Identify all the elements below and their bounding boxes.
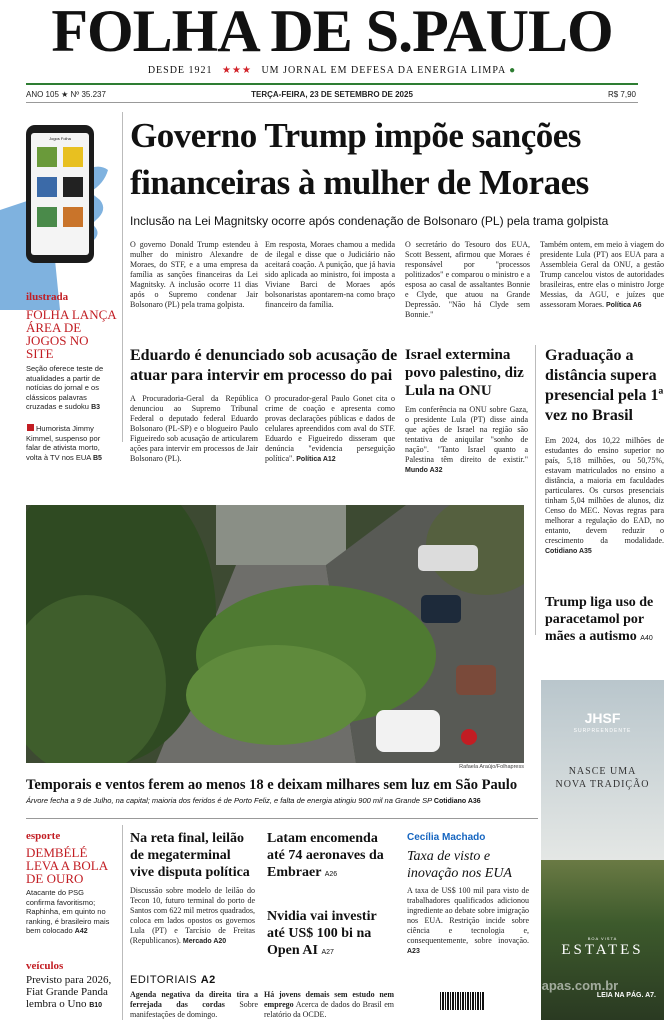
- page-ref: Cotidiano A36: [433, 798, 481, 805]
- kimmel-item[interactable]: [26, 424, 116, 463]
- eduardo-col-1: A Procuradoria-Geral da República denunciou ao Supremo Tribunal Federal o deputado federal Eduardo Bolsonaro (PL-SP) e o blogueiro Paulo Figueiredo sob acusação de articularem ações para intervir em processos de Jair Bolsonaro (PL).: [130, 394, 258, 463]
- ad-brand: JHSF: [584, 710, 621, 726]
- page-ref: Cotidiano A35: [545, 548, 592, 555]
- editorial-2-text: Acerca de dados do Brasil em relatório da OCDE.: [264, 1000, 394, 1019]
- page-ref: B3: [91, 404, 101, 411]
- esporte-text: [26, 888, 114, 937]
- leaf-drop-icon: ●: [509, 65, 517, 76]
- lead-col-1: O governo Donald Trump estendeu à mulher do ministro Alexandre de Moraes, do STF, e a uma empresa da família as sanções financeiras da Lei Magnitsky. A inclusão ocorre 11 dias após o Supremo condenar Jair Bolsonaro (PL) pela trama golpista.: [130, 240, 258, 309]
- editorial-2[interactable]: [264, 990, 394, 1020]
- column-divider: [535, 345, 536, 635]
- ad-line-1: NASCE UMA: [568, 766, 637, 777]
- cecilia-body: A taxa de US$ 100 mil para visto de trabalhadores qualificados adicionou ingrediente ao debate sobre imigração nos EUA. Restrição incide sobre ciência e tecnologia e, consequentemente, sobre inovação.: [407, 886, 529, 945]
- leilao-text: [130, 886, 255, 947]
- veiculos-body: Previsto para 2026, Fiat Grande Panda lembra o Uno: [26, 974, 112, 1010]
- esporte-body: Atacante do PSG confirma favoritismo; Raphinha, em quinto no ranking, é brasileiro mais bem colocado: [26, 888, 110, 935]
- game-tile-icon[interactable]: [63, 207, 83, 227]
- eduardo-col-2: [265, 394, 395, 465]
- veiculos-text[interactable]: [26, 974, 114, 1012]
- lead-col-2: Em resposta, Moraes chamou a medida de ilegal e disse que o Judiciário não aceitará coação. A punição, que já havia sido aplicada ao ministro, foi imposta a Viviane Barci de Moraes após bolsonaristas apontarem-na como braço financeiro da família.: [265, 240, 395, 309]
- barcode-icon: [440, 992, 484, 1010]
- editorial-2-title: Há jovens demais sem estudo nem emprego: [264, 990, 394, 1009]
- lead-headline-line2[interactable]: financeiras à mulher de Moraes: [130, 163, 589, 202]
- lead-col-4-text: Também ontem, em meio à viagem do presidente Lula (PT) aos EUA para a Assembleia Geral da ONU, a gestão Trump cancelou vistos de autoridades brasileiras, entre elas o ministro Jorge Messias, da AGU, e juízes que assessoram Moraes.: [540, 240, 664, 309]
- columnist-name[interactable]: Cecília Machado: [407, 832, 486, 843]
- israel-body: Em conferência na ONU sobre Gaza, o presidente Lula (PT) disse ainda que ações de Israel na região são tentativa de aniquilar "sonho de nação". "Tanto Israel quanto a Palestina têm direito de existir.": [405, 405, 528, 464]
- dateline-rule: [26, 102, 638, 103]
- eduardo-headline[interactable]: Eduardo é denunciado sob acusação de atuar para intervir em processo do pai: [130, 347, 398, 384]
- photo-caption-text: Árvore fecha a 9 de Julho, na capital; maioria dos feridos é de Porto Feliz, e falta de energia atingiu 900 mil na Grande SP: [26, 796, 432, 805]
- editoriais-label[interactable]: [130, 974, 216, 986]
- phone-screen[interactable]: [31, 133, 89, 255]
- stars-icon: ★★★: [222, 65, 252, 76]
- game-tile-icon[interactable]: [63, 177, 83, 197]
- storm-photo[interactable]: [26, 505, 524, 763]
- cecilia-text: [407, 886, 529, 957]
- kimmel-text: Humorista Jimmy Kimmel, suspenso por falar de ativista morto, volta à TV nos EUA: [26, 424, 101, 462]
- ilustrada-text: [26, 364, 114, 413]
- date-text: TERÇA-FEIRA, 23 DE SETEMBRO DE 2025: [251, 90, 413, 99]
- page-ref: Política A6: [605, 302, 642, 309]
- veiculos-label[interactable]: veículos: [26, 960, 64, 972]
- storm-photo-illustration: [26, 505, 524, 763]
- page-ref: A23: [407, 948, 420, 955]
- eduardo-col-2-text: O procurador-geral Paulo Gonet cita o crime de coação e apresenta como provas declarações públicas e dados de celulares apreendidos com aval do STF. Eduardo e Figueiredo disseram que denúncia "evidencia perseguição política".: [265, 394, 395, 463]
- ilustrada-headline[interactable]: FOLHA LANÇA ÁREA DE JOGOS NO SITE: [26, 307, 116, 361]
- ad-estates-pre: BOA VISTA: [587, 936, 618, 941]
- graduacao-text: [545, 436, 664, 557]
- price-text: R$ 7,90: [607, 90, 636, 99]
- ad-footer: LEIA NA PÁG. A7.: [596, 992, 656, 999]
- page-ref: Mundo A32: [405, 467, 443, 474]
- esporte-headline[interactable]: DEMBÉLÉ LEVA A BOLA DE OURO: [26, 845, 108, 886]
- lead-subhead: Inclusão na Lei Magnitsky ocorre após condenação de Bolsonaro (PL) pela trama golpista: [130, 214, 609, 228]
- edition-number: ANO 105 ★ Nº 35.237: [26, 90, 106, 99]
- masthead-rule: [26, 83, 638, 85]
- graduacao-headline[interactable]: Graduação a distância supera presencial pela 1ª vez no Brasil: [545, 347, 664, 424]
- jhsf-advertisement[interactable]: [541, 680, 664, 1020]
- graduacao-body: Em 2024, dos 10,22 milhões de estudantes do ensino superior no país, 5,18 milhões, ou 50,75%, estavam matriculados no ensino a distância, a maioria em faculdades particulares. Os cursos presenciais tinham 5,04 milhões de alunos, diz Censo do MEC. Novas regras para melhorar a regulação do EAD, no entanto, devem reduzir o crescimento da modalidade.: [545, 436, 664, 545]
- page-ref: A26: [324, 871, 338, 878]
- photo-credit: Rafaela Araújo/Folhapress: [459, 764, 524, 770]
- editorial-1-title: Agenda negativa da direita tira a ferrejada das cordas: [130, 990, 258, 1009]
- column-divider: [122, 112, 123, 442]
- leilao-body: Discussão sobre modelo de leilão do Tecon 10, futuro terminal do porto de Santos com 622 mil metros quadrados, coloca em lados opostos os governos Lula (PT) e Tarcísio de Freitas (Republicanos).: [130, 886, 255, 945]
- ad-brand-sub: SURPREENDENTE: [573, 728, 632, 734]
- paracetamol-headline-text: Trump liga uso de paracetamol por mães a autismo: [545, 595, 654, 644]
- phone-header: Jogos Folha: [49, 136, 71, 141]
- page-ref: A42: [74, 928, 88, 935]
- nvidia-headline-text: Nvidia vai investir até US$ 100 bi na Open AI: [267, 909, 377, 958]
- photo-caption: [26, 796, 536, 805]
- photo-headline[interactable]: Temporais e ventos ferem ao menos 18 e deixam milhares sem luz em São Paulo: [26, 777, 518, 793]
- editorial-1[interactable]: [130, 990, 258, 1020]
- page-ref: B10: [89, 1002, 103, 1009]
- paracetamol-headline[interactable]: [545, 594, 664, 647]
- game-tile-icon[interactable]: [37, 207, 57, 227]
- editoriais-label-text: EDITORIAIS: [130, 974, 198, 986]
- masthead-tagline: [0, 65, 664, 76]
- ilustrada-label[interactable]: ilustrada: [26, 291, 69, 303]
- since-text: DESDE 1921: [147, 65, 213, 76]
- editorial-1-text: Sobre manifestações de domingo.: [130, 1000, 258, 1019]
- lead-headline-line1[interactable]: Governo Trump impõe sanções: [130, 116, 581, 155]
- watermark: VerCapas.com.br: [512, 978, 619, 993]
- page-ref: B5: [93, 454, 102, 462]
- cecilia-headline[interactable]: Taxa de visto e inovação nos EUA: [407, 849, 512, 881]
- game-tile-icon[interactable]: [37, 147, 57, 167]
- israel-text: [405, 405, 528, 476]
- ilustrada-body: Seção oferece teste de atualidades a partir de notícias do jornal e os clássicos palavras cruzadas e sudoku: [26, 364, 104, 411]
- section-rule: [26, 818, 538, 819]
- lead-col-3: O secretário do Tesouro dos EUA, Scott Bessent, afirmou que Moraes é responsável por "processos politizados" e comparou o ministro e a esposa ao casal de assaltantes Bonnie e Clyde, que atuou na Grande Depressão. "Não há Clyde sem Bonnie.": [405, 240, 530, 319]
- page-ref: A40: [640, 635, 653, 642]
- column-divider: [122, 825, 123, 1020]
- esporte-label[interactable]: esporte: [26, 830, 61, 842]
- game-tile-icon[interactable]: [63, 147, 83, 167]
- latam-headline-text: Latam encomenda até 74 aeronaves da Embraer: [267, 831, 384, 880]
- ad-line-2: NOVA TRADIÇÃO: [555, 779, 650, 790]
- israel-headline[interactable]: Israel extermina povo palestino, diz Lula na ONU: [405, 347, 524, 399]
- masthead-title[interactable]: FOLHA DE S.PAULO: [51, 0, 613, 64]
- page-ref: Mercado A20: [182, 938, 227, 945]
- lead-col-4: [540, 240, 664, 311]
- game-tile-icon[interactable]: [37, 177, 57, 197]
- page-ref: A2: [200, 974, 216, 986]
- leilao-headline[interactable]: Na reta final, leilão de megaterminal vive disputa política: [130, 831, 250, 880]
- page-ref: A27: [321, 949, 334, 956]
- latam-headline[interactable]: [267, 830, 395, 883]
- ad-estates: ESTATES: [561, 942, 644, 958]
- page-ref: Política A12: [296, 456, 336, 463]
- motto-text: UM JORNAL EM DEFESA DA ENERGIA LIMPA: [261, 65, 506, 76]
- nvidia-headline[interactable]: [267, 908, 395, 961]
